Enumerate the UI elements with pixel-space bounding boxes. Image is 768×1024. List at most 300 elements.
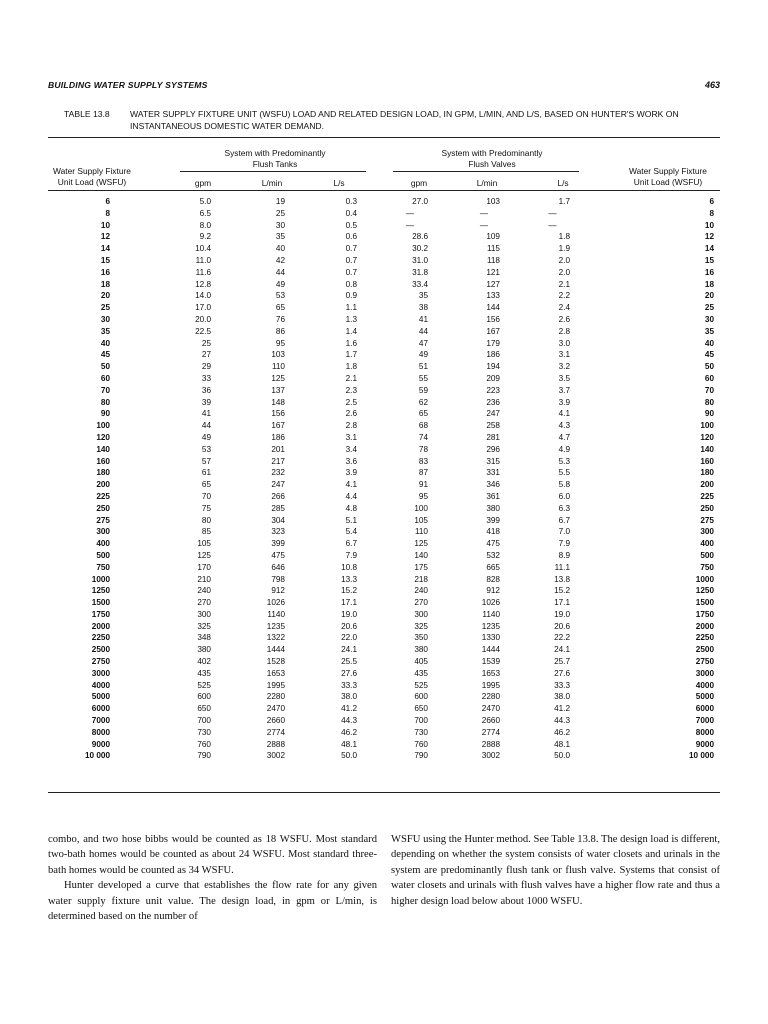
table-row — [48, 680, 720, 692]
tanks-lmin-cell: 42 — [275, 255, 285, 265]
tanks-lmin-cell: 475 — [271, 550, 285, 560]
valves-ls-cell: 1.7 — [558, 197, 570, 206]
wsfu-cell: 90 — [704, 409, 714, 419]
tanks-ls-cell: 1.1 — [345, 303, 357, 313]
valves-lmin-cell: 281 — [486, 432, 500, 442]
wsfu-cell: 200 — [700, 480, 714, 490]
valves-gpm-cell: 74 — [418, 432, 428, 442]
valves-gpm-cell: 59 — [418, 385, 428, 395]
wsfu-cell: 180 — [700, 468, 714, 478]
table-row — [48, 397, 720, 409]
tanks-ls-cell: 0.5 — [345, 220, 357, 230]
valves-gpm-cell: 33.4 — [412, 279, 428, 289]
table-row — [48, 703, 720, 715]
valves-gpm-cell: 125 — [414, 539, 428, 549]
tanks-gpm-cell: 41 — [201, 409, 211, 419]
valves-gpm-cell: 28.6 — [412, 232, 428, 242]
tanks-lmin-cell: 1235 — [266, 621, 285, 631]
table-row — [48, 231, 720, 243]
tanks-header-line2: Flush Tanks — [252, 158, 298, 169]
tanks-gpm-cell: 402 — [197, 657, 211, 667]
tanks-lmin-cell: 2470 — [266, 704, 285, 714]
tanks-lmin-cell: 1026 — [266, 598, 285, 608]
wsfu-cell: 2250 — [91, 633, 110, 643]
wsfu-cell: 1750 — [91, 609, 110, 619]
valves-ls-cell: 6.7 — [558, 515, 570, 525]
tanks-ls-cell: 13.3 — [341, 574, 357, 584]
paragraph: WSFU using the Hunter method. See Table 13.8. The design load is different, depending on whether the system consists of water closets and urinals in the system are predominantly flush tank or flush valve. Systems that consist of water closets and urinals with flush valves have a higher flow rate and thus a higher design load below about 1000 WSFU. — [391, 834, 720, 907]
tanks-gpm-cell: 36 — [201, 385, 211, 395]
tanks-ls-cell: 0.9 — [345, 291, 357, 301]
wsfu-cell: 250 — [96, 503, 110, 513]
valves-lmin-cell: 103 — [486, 197, 500, 206]
valves-group-header — [417, 148, 567, 169]
wsfu-cell: 750 — [96, 562, 110, 572]
tanks-ls-cell: 15.2 — [341, 586, 357, 596]
valves-gpm-cell: 380 — [414, 645, 428, 655]
wsfu-right-header — [612, 166, 724, 187]
tanks-ls-cell: 1.3 — [345, 314, 357, 324]
table-row — [48, 491, 720, 503]
tanks-lmin-cell: 2660 — [266, 716, 285, 726]
valves-lmin-cell: 475 — [486, 539, 500, 549]
wsfu-cell: 9000 — [695, 739, 714, 749]
valves-gpm-cell: 110 — [414, 527, 428, 537]
tanks-ls-cell: 1.6 — [345, 338, 357, 348]
tanks-lmin-cell: 1322 — [266, 633, 285, 643]
valves-gpm-cell: 405 — [414, 657, 428, 667]
tanks-gpm-cell: 57 — [201, 456, 211, 466]
wsfu-cell: 3000 — [695, 668, 714, 678]
wsfu-cell: 10 — [704, 220, 714, 230]
valves-lmin-cell: 399 — [486, 515, 500, 525]
wsfu-cell: 1000 — [695, 574, 714, 584]
valves-lmin-cell: 133 — [486, 291, 500, 301]
valves-ls-cell: 6.0 — [558, 491, 570, 501]
tanks-gpm-cell: 75 — [201, 503, 211, 513]
wsfu-cell: 2250 — [695, 633, 714, 643]
valves-ls-cell: 5.5 — [558, 468, 570, 478]
valves-lmin-cell: 186 — [486, 350, 500, 360]
valves-lmin-cell: 236 — [486, 397, 500, 407]
valves-lmin-cell: 1140 — [482, 609, 500, 619]
tanks-lmin-cell: 323 — [271, 527, 285, 537]
tanks-lmin-cell: 201 — [271, 444, 285, 454]
tanks-lmin-cell: 49 — [275, 279, 285, 289]
tanks-ls-cell: 2.3 — [345, 385, 357, 395]
valves-lmin-cell: 1444 — [481, 645, 500, 655]
tanks-ls-cell: 7.9 — [345, 550, 357, 560]
valves-group-rule — [393, 171, 579, 172]
valves-lmin-cell: 532 — [486, 550, 500, 560]
table-row — [48, 373, 720, 385]
tanks-ls-cell: 1.4 — [345, 326, 357, 336]
tanks-gpm-cell: 210 — [197, 574, 211, 584]
valves-ls-cell: 15.2 — [554, 586, 570, 596]
tanks-ls-cell: 3.4 — [345, 444, 357, 454]
valves-lmin-cell: — — [479, 220, 489, 230]
valves-ls-cell: 2.0 — [558, 255, 570, 265]
tanks-ls-cell: 41.2 — [341, 704, 357, 714]
valves-lmin-cell: 115 — [486, 244, 500, 254]
tanks-ls-cell: 2.5 — [345, 397, 357, 407]
valves-gpm-cell: 47 — [418, 338, 428, 348]
wsfu-cell: 300 — [96, 527, 110, 537]
wsfu-cell: 500 — [700, 550, 714, 560]
wsfu-cell: 140 — [96, 444, 110, 454]
valves-gpm-cell: 38 — [418, 303, 428, 313]
valves-lmin-cell: 912 — [486, 586, 500, 596]
wsfu-left-header-line1: Water Supply Fixture — [53, 166, 131, 176]
valves-lmin-cell: 3002 — [481, 751, 500, 761]
wsfu-cell: 8 — [105, 208, 110, 218]
table-row — [48, 444, 720, 456]
valves-ls-cell: 8.9 — [558, 550, 570, 560]
wsfu-cell: 60 — [704, 373, 714, 383]
valves-gpm-cell: 175 — [414, 562, 428, 572]
valves-lmin-cell: 380 — [486, 503, 500, 513]
valves-ls-cell: 2.6 — [558, 314, 570, 324]
valves-lmin-cell: 1330 — [481, 633, 500, 643]
wsfu-cell: 50 — [100, 362, 110, 372]
tanks-ls-cell: 48.1 — [341, 739, 357, 749]
valves-lmin-cell: 109 — [486, 232, 500, 242]
valves-lmin-cell: 828 — [486, 574, 500, 584]
table-row — [48, 302, 720, 314]
valves-gpm-cell: 300 — [414, 609, 428, 619]
tanks-gpm-cell: 22.5 — [195, 326, 211, 336]
valves-ls-cell: 24.1 — [554, 645, 570, 655]
tanks-lmin-cell: 285 — [271, 503, 285, 513]
table-row — [48, 243, 720, 255]
tanks-lmin-cell: 304 — [271, 515, 285, 525]
wsfu-cell: 25 — [100, 303, 110, 313]
tanks-gpm-cell: 11.6 — [195, 267, 211, 277]
wsfu-cell: 275 — [700, 515, 714, 525]
valves-ls-cell: 2.1 — [558, 279, 570, 289]
table-row — [48, 632, 720, 644]
valves-ls-cell: 20.6 — [554, 621, 570, 631]
tanks-ls-cell: 4.1 — [345, 480, 357, 490]
valves-ls-cell: 3.1 — [558, 350, 570, 360]
valves-lmin-cell: 194 — [486, 362, 500, 372]
wsfu-cell: 160 — [700, 456, 714, 466]
tanks-ls-cell: 22.0 — [341, 633, 357, 643]
valves-gpm-cell: 27.0 — [412, 197, 428, 206]
wsfu-cell: 10 000 — [688, 751, 714, 761]
valves-gpm-cell: 68 — [418, 421, 428, 431]
tanks-gpm-cell: 300 — [197, 609, 211, 619]
tanks-gpm-cell: 270 — [197, 598, 211, 608]
tanks-lmin-cell: 53 — [275, 291, 285, 301]
tanks-gpm-cell: 650 — [197, 704, 211, 714]
table-row — [48, 538, 720, 550]
valves-ls-cell: 4.7 — [558, 432, 570, 442]
tanks-lmin-cell: 19 — [275, 197, 285, 206]
valves-ls-cell: 11.1 — [554, 562, 570, 572]
wsfu-cell: 30 — [100, 314, 110, 324]
valves-lmin-cell: 361 — [486, 491, 500, 501]
tanks-lmin-cell: 25 — [275, 208, 285, 218]
valves-lmin-cell: 346 — [486, 480, 500, 490]
wsfu-cell: 12 — [704, 232, 714, 242]
tanks-ls-cell: 25.5 — [341, 657, 357, 667]
table-row — [48, 361, 720, 373]
wsfu-cell: 18 — [704, 279, 714, 289]
table-row — [48, 727, 720, 739]
table-row — [48, 432, 720, 444]
valves-lmin-cell: 1995 — [481, 680, 500, 690]
wsfu-cell: 10 000 — [84, 751, 110, 761]
valves-ls-cell: 4.9 — [558, 444, 570, 454]
tanks-ls-cell: 27.6 — [341, 668, 357, 678]
wsfu-cell: 2750 — [695, 657, 714, 667]
valves-ls-cell: 50.0 — [554, 751, 570, 761]
valves-gpm-cell: 140 — [414, 550, 428, 560]
tanks-gpm-cell: 61 — [201, 468, 211, 478]
valves-lmin-cell: 118 — [486, 255, 500, 265]
tanks-ls-cell: 17.1 — [341, 598, 357, 608]
valves-ls-cell: 38.0 — [554, 692, 570, 702]
tanks-gpm-cell: 65 — [201, 480, 211, 490]
valves-gpm-cell: 218 — [414, 574, 428, 584]
wsfu-cell: 100 — [96, 421, 110, 431]
wsfu-cell: 2500 — [695, 645, 714, 655]
tanks-gpm-cell: 170 — [197, 562, 211, 572]
valves-ls-cell: — — [548, 220, 557, 230]
tanks-lmin-cell: 247 — [271, 480, 285, 490]
table-row — [48, 267, 720, 279]
valves-gpm-cell: 650 — [414, 704, 428, 714]
tanks-gpm-cell: 325 — [197, 621, 211, 631]
wsfu-cell: 50 — [704, 362, 714, 372]
wsfu-cell: 3000 — [91, 668, 110, 678]
wsfu-cell: 70 — [100, 385, 110, 395]
tanks-lmin-cell: 399 — [271, 539, 285, 549]
valves-lmin-cell: 2280 — [481, 692, 500, 702]
valves-gpm-cell: 30.2 — [412, 244, 428, 254]
tanks-lmin-cell: 44 — [275, 267, 285, 277]
valves-ls-cell: 6.3 — [558, 503, 570, 513]
table-row — [48, 668, 720, 680]
valves-gpm-cell: 325 — [414, 621, 428, 631]
tanks-gpm-cell: 435 — [197, 668, 211, 678]
wsfu-cell: 120 — [700, 432, 714, 442]
tanks-lmin-cell: 2888 — [266, 739, 285, 749]
wsfu-cell: 8000 — [695, 727, 714, 737]
tanks-ls-cell: 2.8 — [345, 421, 357, 431]
valves-gpm-cell: 240 — [414, 586, 428, 596]
wsfu-cell: 300 — [700, 527, 714, 537]
wsfu-cell: 1500 — [91, 598, 110, 608]
valves-gpm-cell: 730 — [414, 727, 428, 737]
table-row — [48, 290, 720, 302]
tanks-lmin-cell: 137 — [271, 385, 285, 395]
table-row — [48, 479, 720, 491]
tanks-lmin-cell: 2280 — [266, 692, 285, 702]
wsfu-cell: 2000 — [91, 621, 110, 631]
valves-ls-cell: 19.0 — [554, 609, 570, 619]
table-row — [48, 503, 720, 515]
tanks-gpm-cell: 730 — [197, 727, 211, 737]
tanks-gpm-cell: 600 — [197, 692, 211, 702]
wsfu-cell: 80 — [704, 397, 714, 407]
wsfu-cell: 5000 — [695, 692, 714, 702]
table-row — [48, 715, 720, 727]
wsfu-cell: 160 — [96, 456, 110, 466]
tanks-gpm-cell: 27 — [201, 350, 211, 360]
wsfu-left-header — [36, 166, 148, 187]
tanks-gpm-cell: 25 — [201, 338, 211, 348]
table-row — [48, 456, 720, 468]
tanks-ls-cell: 6.7 — [345, 539, 357, 549]
wsfu-cell: 750 — [700, 562, 714, 572]
valves-gpm-cell: 49 — [418, 350, 428, 360]
tanks-gpm-cell: 790 — [197, 751, 211, 761]
tanks-gpm-cell: 11.0 — [195, 255, 211, 265]
table-row — [48, 621, 720, 633]
table-row — [48, 656, 720, 668]
wsfu-cell: 6 — [709, 197, 714, 206]
tanks-lmin-cell: 912 — [271, 586, 285, 596]
tanks-lmin-cell: 646 — [271, 562, 285, 572]
valves-lmin-cell: 1235 — [481, 621, 500, 631]
tanks-lmin-cell: 798 — [271, 574, 285, 584]
tanks-gpm-cell: 33 — [201, 373, 211, 383]
valves-ls-cell: 3.2 — [558, 362, 570, 372]
valves-ls-cell: 1.8 — [558, 232, 570, 242]
tanks-ls-cell: 5.1 — [345, 515, 357, 525]
tanks-gpm-cell: 380 — [197, 645, 211, 655]
valves-ls-cell: 17.1 — [554, 598, 570, 608]
valves-ls-cell: — — [548, 208, 557, 218]
table-bottom-rule — [48, 792, 720, 793]
wsfu-cell: 45 — [100, 350, 110, 360]
valves-ls-cell: 5.3 — [558, 456, 570, 466]
tanks-ls-cell: 0.6 — [345, 232, 357, 242]
valves-gpm-cell: 100 — [414, 503, 428, 513]
wsfu-cell: 15 — [100, 255, 110, 265]
table-row — [48, 196, 720, 208]
tanks-ls-cell: 20.6 — [341, 621, 357, 631]
tanks-ls-cell: 4.4 — [345, 491, 357, 501]
tanks-lmin-cell: 1444 — [266, 645, 285, 655]
valves-ls-cell: 41.2 — [554, 704, 570, 714]
valves-ls-cell: 3.7 — [558, 385, 570, 395]
tanks-lmin-cell: 266 — [271, 491, 285, 501]
valves-lmin-cell: 127 — [486, 279, 500, 289]
valves-lmin-cell: 2660 — [481, 716, 500, 726]
tanks-gpm-cell: 80 — [201, 515, 211, 525]
wsfu-cell: 100 — [700, 421, 714, 431]
valves-lmin-cell: 296 — [486, 444, 500, 454]
valves-gpm-cell: 31.8 — [412, 267, 428, 277]
table-row — [48, 644, 720, 656]
tanks-gpm-cell: 348 — [197, 633, 211, 643]
table-row — [48, 574, 720, 586]
table-row — [48, 408, 720, 420]
tanks-lmin-cell: 1140 — [267, 609, 285, 619]
tanks-lmin-cell: 1528 — [266, 657, 285, 667]
valves-lmin-cell: 2470 — [481, 704, 500, 714]
wsfu-cell: 400 — [96, 539, 110, 549]
tanks-gpm-cell: 760 — [197, 739, 211, 749]
tanks-ls-cell: 0.4 — [345, 208, 357, 218]
valves-ls-cell: 4.3 — [558, 421, 570, 431]
valves-gpm-cell: 95 — [418, 491, 428, 501]
tanks-lmin-cell: 65 — [275, 303, 285, 313]
valves-ls-cell: 44.3 — [554, 716, 570, 726]
tanks-gpm-cell: 125 — [197, 550, 211, 560]
valves-lmin-cell: 247 — [486, 409, 500, 419]
tanks-ls-cell: 1.8 — [345, 362, 357, 372]
valves-gpm-cell: 65 — [418, 409, 428, 419]
tanks-gpm-cell: 525 — [197, 680, 211, 690]
wsfu-cell: 250 — [700, 503, 714, 513]
table-row — [48, 279, 720, 291]
wsfu-cell: 20 — [704, 291, 714, 301]
wsfu-cell: 8000 — [91, 727, 110, 737]
tanks-ls-cell: 0.8 — [345, 279, 357, 289]
wsfu-cell: 225 — [700, 491, 714, 501]
tanks-lmin-cell: 40 — [275, 244, 285, 254]
valves-lmin-cell: 179 — [486, 338, 500, 348]
tanks-header-line1: System with Predominantly — [224, 148, 326, 158]
wsfu-cell: 6000 — [91, 704, 110, 714]
tanks-lmin-cell: 95 — [275, 338, 285, 348]
tanks-lmin-cell: 1653 — [266, 668, 285, 678]
tanks-lmin-cell: 110 — [271, 362, 285, 372]
text-column-left — [48, 832, 377, 924]
tanks-group-header — [200, 148, 350, 169]
tanks-ls-cell: 3.9 — [345, 468, 357, 478]
valves-lmin-cell: 2888 — [481, 739, 500, 749]
wsfu-cell: 8 — [709, 208, 714, 218]
wsfu-cell: 2750 — [91, 657, 110, 667]
tanks-ls-cell: 24.1 — [341, 645, 357, 655]
table-row — [48, 349, 720, 361]
tanks-ls-cell: 1.7 — [345, 350, 357, 360]
tanks-ls-cell: 33.3 — [341, 680, 357, 690]
valves-gpm-cell: 62 — [418, 397, 428, 407]
wsfu-cell: 40 — [100, 338, 110, 348]
tanks-ls-cell: 44.3 — [341, 716, 357, 726]
valves-ls-cell: 25.7 — [554, 657, 570, 667]
valves-gpm-cell: 31.0 — [412, 255, 428, 265]
wsfu-cell: 200 — [96, 480, 110, 490]
valves-gpm-cell: 270 — [414, 598, 428, 608]
valves-gpm-cell: 87 — [418, 468, 428, 478]
wsfu-cell: 90 — [100, 409, 110, 419]
tanks-gpm-cell: 8.0 — [199, 220, 211, 230]
tanks-ls-cell: 38.0 — [341, 692, 357, 702]
tanks-lmin-cell: 30 — [275, 220, 285, 230]
valves-gpm-cell: 760 — [414, 739, 428, 749]
valves-gpm-cell: 350 — [414, 633, 428, 643]
table-row — [48, 562, 720, 574]
table-row — [48, 208, 720, 220]
chapter-title: BUILDING WATER SUPPLY SYSTEMS — [48, 80, 208, 90]
tanks-lmin-cell: 125 — [271, 373, 285, 383]
valves-gpm-cell: 435 — [414, 668, 428, 678]
valves-lmin-header: L/min — [476, 178, 498, 188]
valves-lmin-cell: 665 — [486, 562, 500, 572]
wsfu-cell: 16 — [100, 267, 110, 277]
wsfu-cell: 35 — [100, 326, 110, 336]
valves-ls-header: L/s — [557, 178, 569, 188]
valves-ls-cell: 27.6 — [554, 668, 570, 678]
tanks-lmin-cell: 156 — [271, 409, 285, 419]
